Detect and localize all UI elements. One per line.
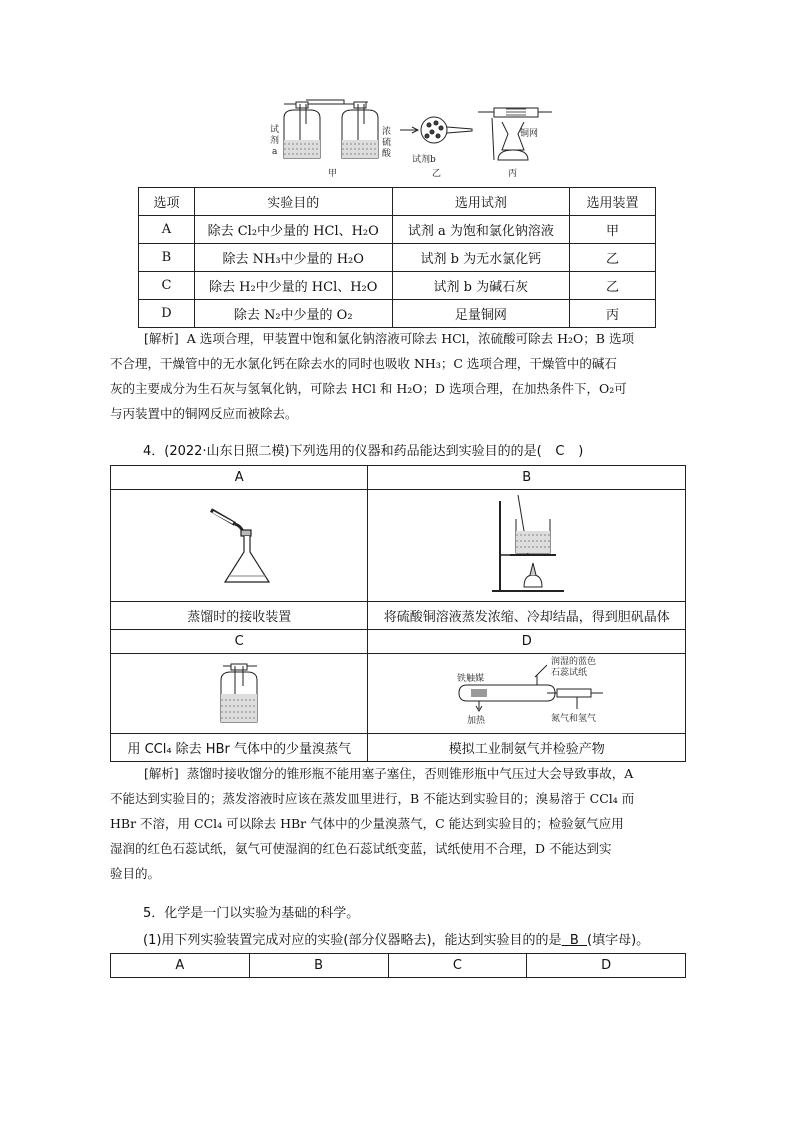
option-d-figure bbox=[368, 654, 686, 734]
table-cell: 乙 bbox=[570, 244, 656, 272]
option-c-figure bbox=[111, 654, 368, 734]
table-row bbox=[139, 272, 656, 300]
table-cell: C bbox=[139, 272, 195, 300]
table-cell: D bbox=[139, 300, 195, 328]
question-4-stem: 4．(2022·山东日照二模)下列选用的仪器和药品能达到实验目的的是( C ) bbox=[143, 444, 584, 459]
analysis-line: A 选项合理，甲装置中饱和氯化钠溶液可除去 HCl，浓硫酸可除去 H₂O；B 选项 bbox=[186, 331, 634, 346]
header-cell: 选用试剂 bbox=[392, 188, 570, 216]
label-acid-2: 硫 bbox=[382, 138, 392, 148]
table-cell: 试剂 b 为无水氯化钙 bbox=[392, 244, 570, 272]
analysis-line: 与丙装置中的铜网反应而被除去。 bbox=[110, 406, 298, 421]
q5-head-c: C bbox=[388, 954, 527, 978]
question-5-stem: 5．化学是一门以实验为基础的科学。 bbox=[143, 906, 360, 921]
table-cell: 除去 Cl₂中少量的 HCl、H₂O bbox=[194, 216, 392, 244]
answer-q5-1: B bbox=[569, 933, 579, 948]
gas-washing-bottle-figure bbox=[209, 656, 269, 728]
table-cell: 乙 bbox=[570, 272, 656, 300]
option-d-caption: 模拟工业制氨气并检验产物 bbox=[368, 734, 686, 762]
q5-head-b: B bbox=[249, 954, 388, 978]
table-cell: 除去 N₂中少量的 O₂ bbox=[194, 300, 392, 328]
analysis-line: 不合理，干燥管中的无水氯化钙在除去水的同时也吸收 NH₃；C 选项合理，干燥管中的碱石 bbox=[110, 356, 617, 371]
label-litmus-paper: 石蕊试纸 bbox=[550, 667, 587, 678]
q5-head-a: A bbox=[111, 954, 250, 978]
table-cell: 足量铜网 bbox=[392, 300, 570, 328]
table-row bbox=[139, 244, 656, 272]
table-row bbox=[139, 216, 656, 244]
options-header-q5 bbox=[110, 953, 686, 978]
options-grid-q4 bbox=[110, 465, 686, 762]
caption-yi: 乙 bbox=[432, 169, 442, 179]
analysis-tag: [解析] bbox=[144, 766, 179, 781]
label-copper-mesh: 铜网 bbox=[520, 129, 539, 139]
option-b-caption: 将硫酸铜溶液蒸发浓缩、冷却结晶，得到胆矾晶体 bbox=[368, 602, 686, 630]
table-cell: A bbox=[139, 216, 195, 244]
caption-jia: 甲 bbox=[328, 169, 338, 179]
question-5-sub1: (1)用下列实验装置完成对应的实验(部分仪器略去)，能达到实验目的的是 B (填字母)。 bbox=[143, 933, 650, 948]
caption-bing: 丙 bbox=[508, 169, 518, 179]
header-cell: 选用装置 bbox=[570, 188, 656, 216]
header-cell: 实验目的 bbox=[194, 188, 392, 216]
analysis-line: 不能达到实验目的；蒸发溶液时应该在蒸发皿里进行，B 不能达到实验目的；溴易溶于 CCl₄ 而 bbox=[110, 791, 635, 806]
answer-q4: C bbox=[555, 444, 565, 459]
label-nitrogen-hydrogen: 氮气和氢气 bbox=[550, 713, 596, 724]
label-acid-3: 酸 bbox=[382, 149, 392, 159]
options-table bbox=[138, 187, 656, 328]
table-cell: 甲 bbox=[570, 216, 656, 244]
label-wet-blue-paper: 润湿的蓝色 bbox=[550, 656, 596, 667]
analysis-line: 灰的主要成分为生石灰与氢氧化钠，可除去 HCl 和 H₂O；D 选项合理，在加热条件下，O₂可 bbox=[110, 381, 627, 396]
option-head-d: D bbox=[368, 630, 686, 654]
option-c-caption: 用 CCl₄ 除去 HBr 气体中的少量溴蒸气 bbox=[111, 734, 368, 762]
label-reagent-b: 试剂b bbox=[412, 155, 436, 165]
analysis-line: 蒸馏时接收馏分的锥形瓶不能用塞子塞住，否则锥形瓶中气压过大会导致事故，A bbox=[186, 766, 634, 781]
label-heating: 加热 bbox=[466, 715, 485, 726]
table-cell: 丙 bbox=[570, 300, 656, 328]
gas-washing-bottles bbox=[284, 100, 378, 158]
label-acid-1: 浓 bbox=[382, 127, 392, 137]
drying-tube bbox=[400, 117, 472, 143]
table-cell: 试剂 a 为饱和氯化钠溶液 bbox=[392, 216, 570, 244]
label-reagent-a-3: a bbox=[272, 147, 278, 157]
option-b-figure bbox=[368, 490, 686, 602]
receiving-flask-figure bbox=[189, 494, 289, 594]
option-a-figure bbox=[111, 490, 368, 602]
table-cell: 试剂 b 为碱石灰 bbox=[392, 272, 570, 300]
table-header-row bbox=[139, 188, 656, 216]
option-head-b: B bbox=[368, 466, 686, 490]
ammonia-synthesis-figure bbox=[427, 655, 627, 729]
apparatus-figure-1 bbox=[262, 92, 539, 182]
copper-mesh-tube bbox=[478, 108, 552, 160]
analysis-2 bbox=[110, 761, 690, 886]
header-cell: 选项 bbox=[139, 188, 195, 216]
option-head-a: A bbox=[111, 466, 368, 490]
option-a-caption: 蒸馏时的接收装置 bbox=[111, 602, 368, 630]
label-reagent-a-2: 剂 bbox=[270, 136, 280, 146]
label-iron-catalyst: 铁触媒 bbox=[456, 673, 484, 684]
option-head-c: C bbox=[111, 630, 368, 654]
analysis-line: HBr 不溶，用 CCl₄ 可以除去 HBr 气体中的少量溴蒸气，C 能达到实验目的；检验氨气应用 bbox=[110, 816, 624, 831]
analysis-line: 验目的。 bbox=[110, 866, 161, 881]
label-reagent-a-1: 试 bbox=[270, 125, 280, 135]
analysis-line: 湿润的红色石蕊试纸，氨气可使湿润的红色石蕊试纸变蓝，试纸使用不合理，D 不能达到实 bbox=[110, 841, 612, 856]
table-cell: B bbox=[139, 244, 195, 272]
analysis-1 bbox=[110, 326, 690, 426]
analysis-tag: [解析] bbox=[144, 331, 179, 346]
q5-head-d: D bbox=[527, 954, 686, 978]
evaporation-beaker-figure bbox=[472, 491, 582, 597]
table-row bbox=[139, 300, 656, 328]
table-cell: 除去 NH₃中少量的 H₂O bbox=[194, 244, 392, 272]
table-cell: 除去 H₂中少量的 HCl、H₂O bbox=[194, 272, 392, 300]
